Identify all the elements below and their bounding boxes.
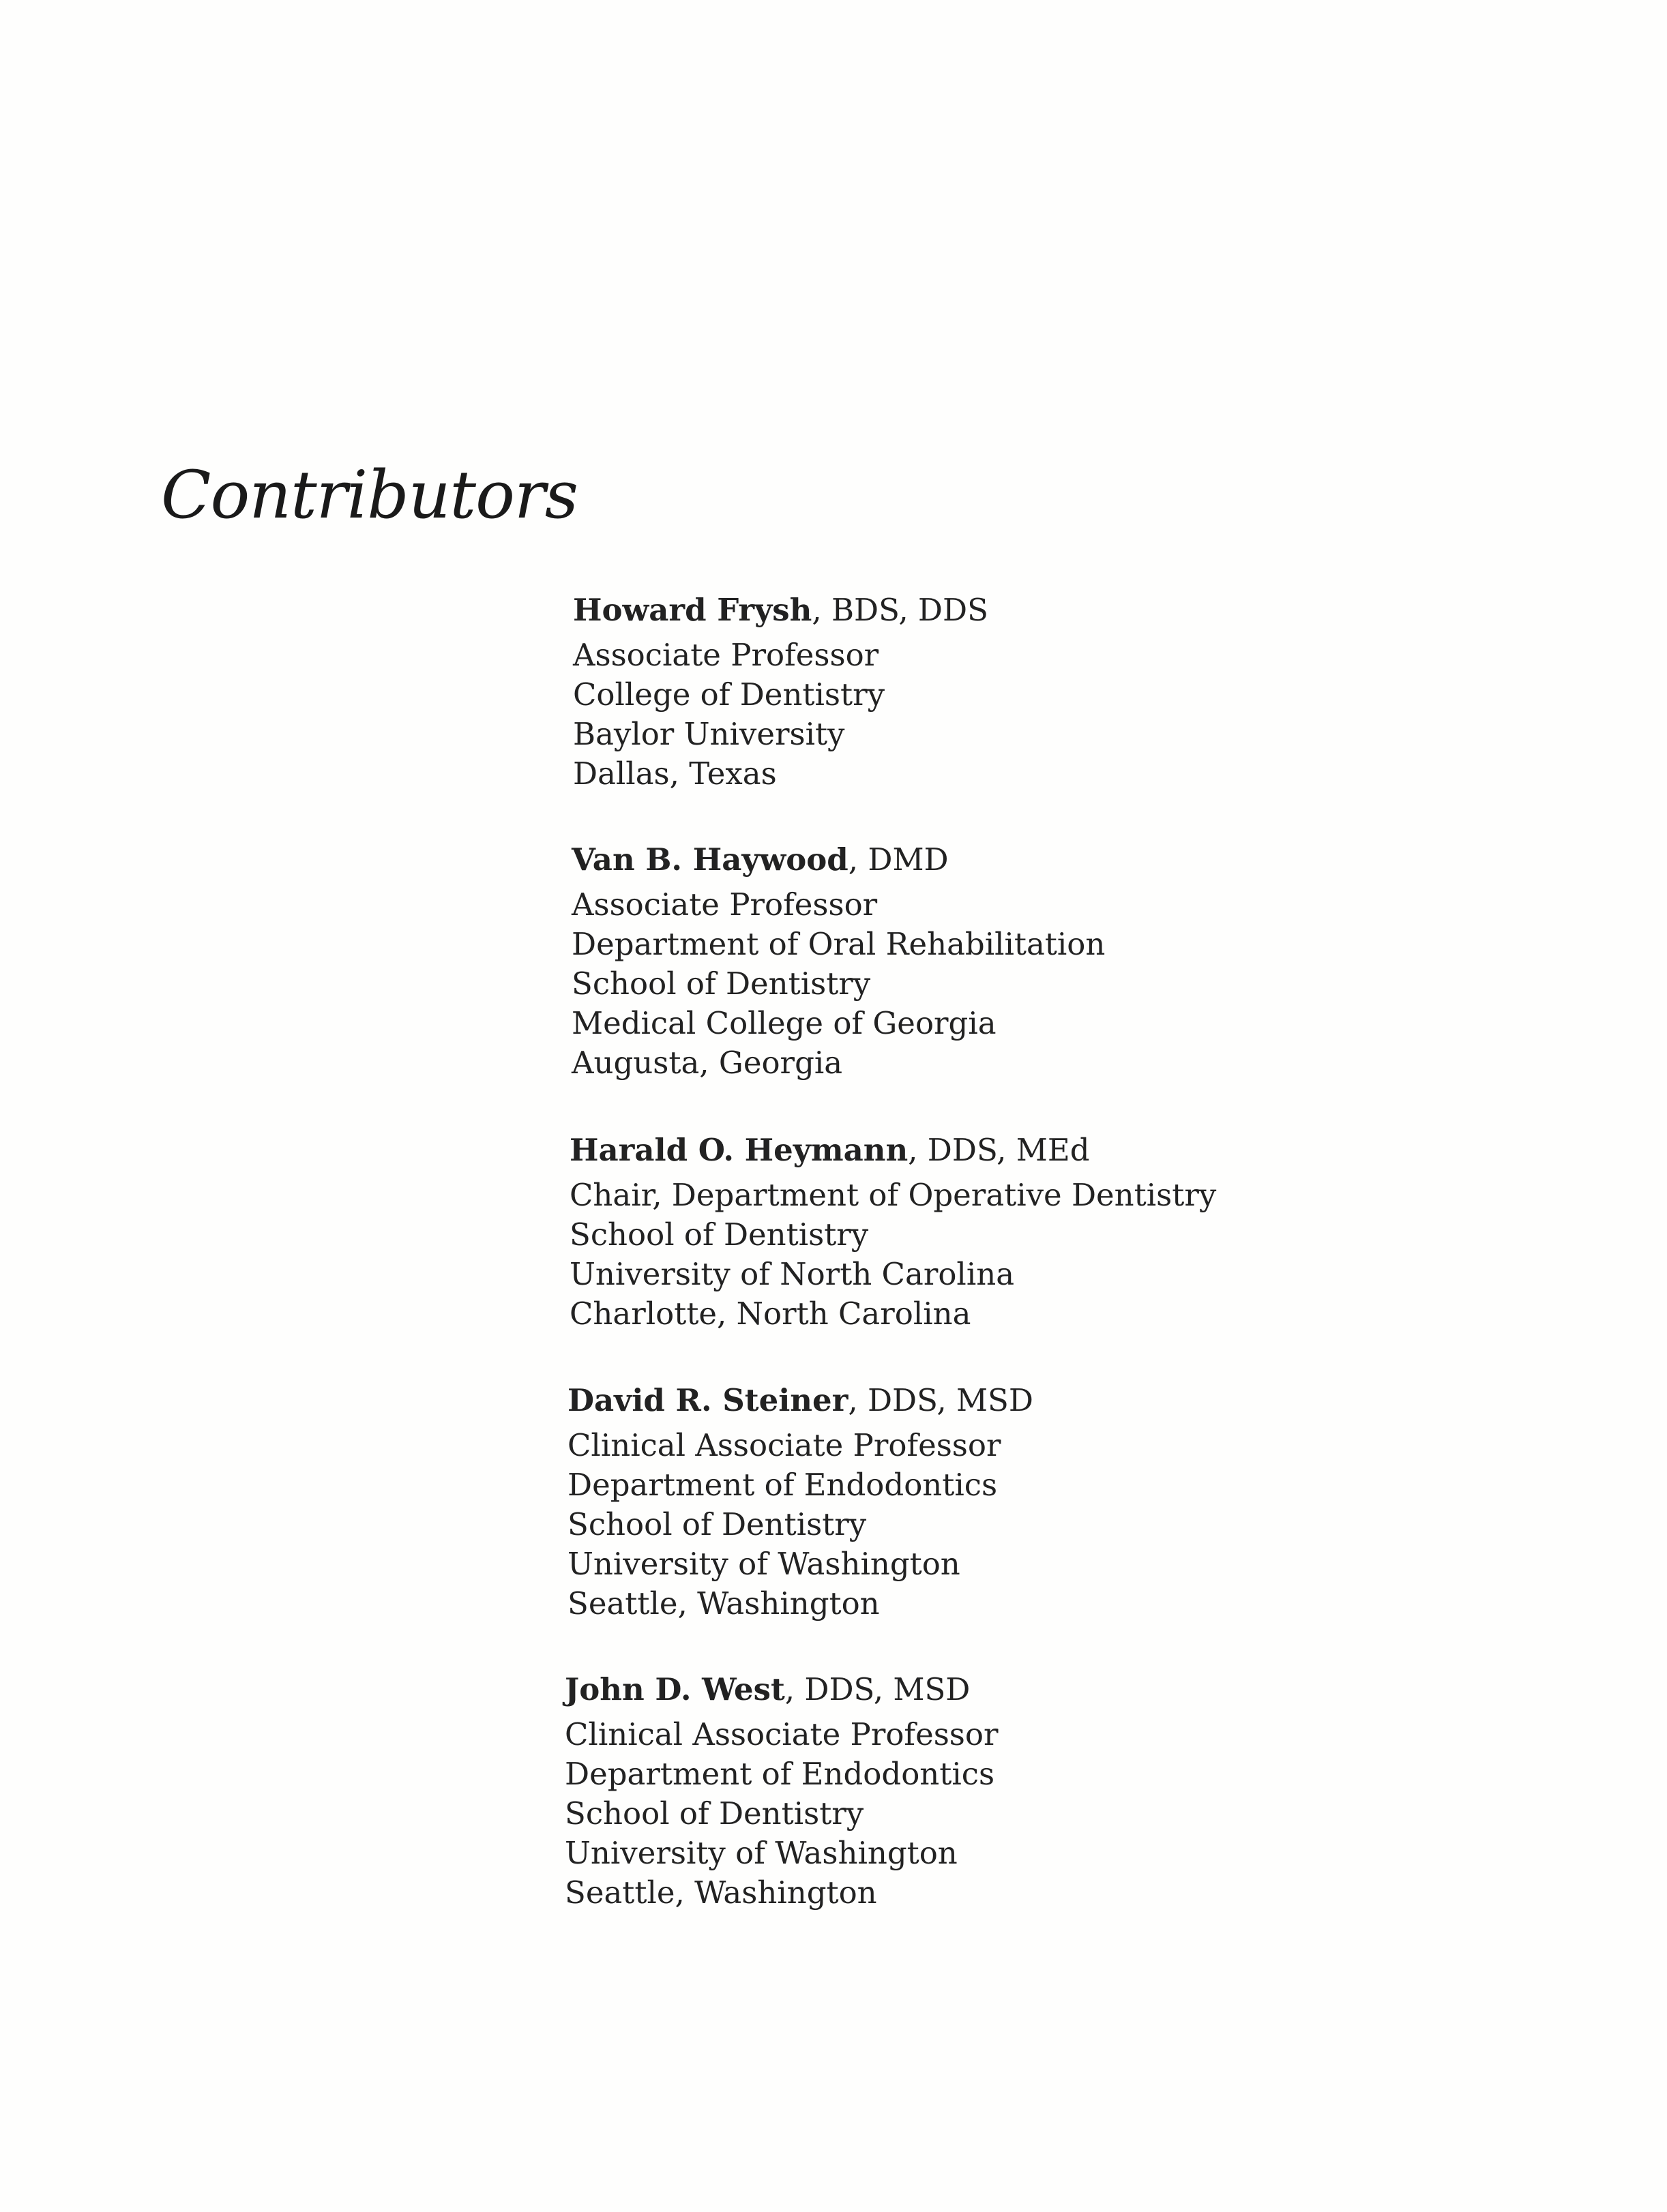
affiliation-line: Charlotte, North Carolina xyxy=(570,1296,971,1332)
contributor-entry xyxy=(567,1381,1033,1624)
page-title: Contributors xyxy=(161,457,578,533)
contributor-name-line xyxy=(573,591,988,630)
affiliation-line: Dallas, Texas xyxy=(573,756,777,792)
affiliation-line: School of Dentistry xyxy=(572,966,871,1002)
affiliation-line: Department of Endodontics xyxy=(567,1467,998,1503)
affiliation-line: University of North Carolina xyxy=(570,1256,1015,1292)
contributor-name: Harald O. Heymann xyxy=(570,1132,909,1168)
contributor-name: Howard Frysh xyxy=(573,592,812,628)
contributor-credentials: , DDS, MEd xyxy=(908,1132,1090,1168)
affiliation-line: Department of Endodontics xyxy=(565,1756,995,1792)
contributor-name: David R. Steiner xyxy=(567,1382,849,1418)
affiliation-line: Chair, Department of Operative Dentistry xyxy=(570,1177,1217,1213)
contributor-entry xyxy=(565,1670,999,1913)
affiliation-line: Baylor University xyxy=(573,716,845,752)
affiliation-line: School of Dentistry xyxy=(565,1795,864,1832)
contributor-entry xyxy=(570,1131,1216,1334)
contributor-entry xyxy=(572,840,1105,1083)
contributor-credentials: , DDS, MSD xyxy=(848,1382,1033,1418)
contributor-name-line xyxy=(570,1131,1216,1170)
affiliation-line: Seattle, Washington xyxy=(565,1874,877,1911)
affiliation-line: Augusta, Georgia xyxy=(572,1045,843,1081)
affiliation-line: Clinical Associate Professor xyxy=(565,1716,999,1752)
affiliation-line: University of Washington xyxy=(565,1835,958,1871)
affiliation-line: School of Dentistry xyxy=(567,1506,867,1542)
affiliation-line: School of Dentistry xyxy=(570,1216,869,1253)
affiliation-line: Seattle, Washington xyxy=(567,1585,880,1621)
contributor-name-line xyxy=(567,1381,1033,1420)
contributor-credentials: , DDS, MSD xyxy=(784,1671,971,1707)
affiliation-line: University of Washington xyxy=(567,1546,960,1582)
contributor-name: John D. West xyxy=(565,1671,785,1707)
contributor-credentials: , DMD xyxy=(848,841,949,878)
affiliation-line: Associate Professor xyxy=(572,886,878,923)
affiliation-line: Associate Professor xyxy=(573,637,879,673)
affiliation-line: Clinical Associate Professor xyxy=(567,1427,1001,1463)
affiliation-line: Medical College of Georgia xyxy=(572,1005,997,1041)
contributor-name-line xyxy=(572,840,1105,880)
affiliation-line: College of Dentistry xyxy=(573,676,885,713)
contributor-name-line xyxy=(565,1670,999,1709)
affiliation-line: Department of Oral Rehabilitation xyxy=(572,926,1106,962)
contributor-credentials: , BDS, DDS xyxy=(812,592,988,628)
contributor-name: Van B. Haywood xyxy=(572,841,849,878)
contributor-entry xyxy=(573,591,988,794)
